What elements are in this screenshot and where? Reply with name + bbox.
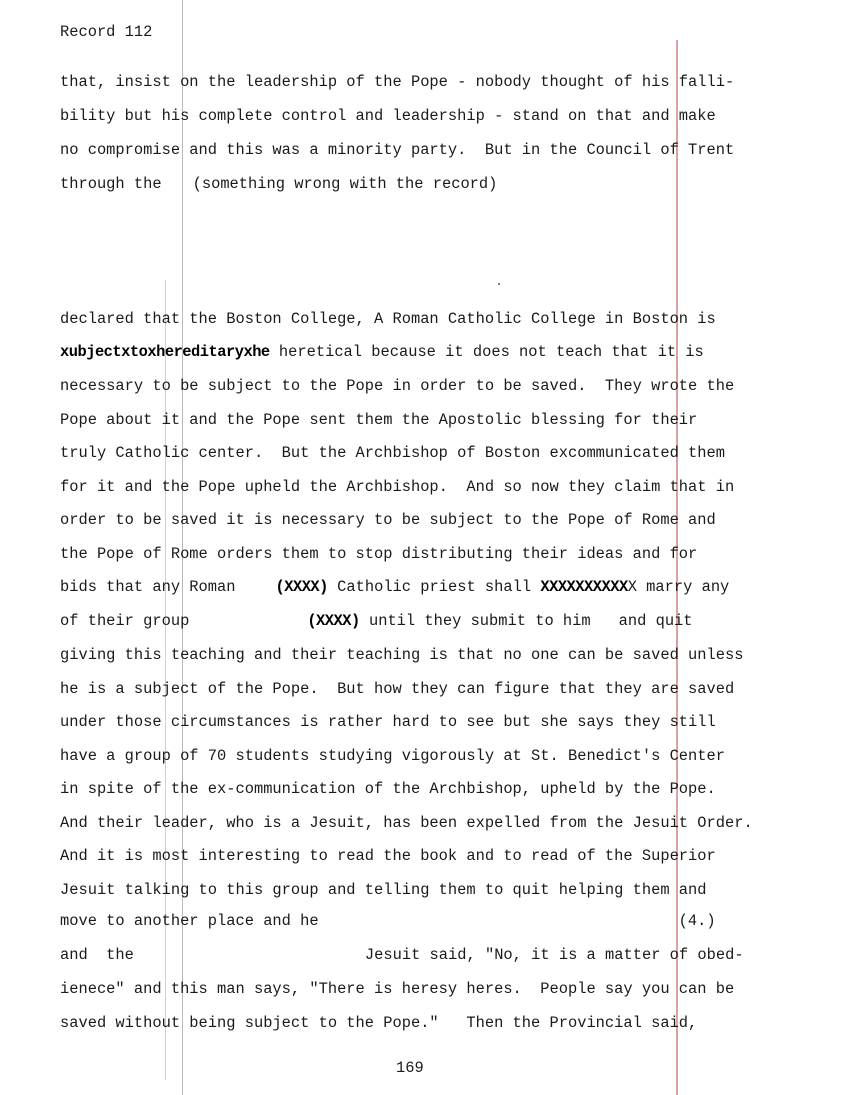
text-line: that, insist on the leadership of the Pope - nobody thought of his falli- xyxy=(60,73,735,91)
text-line: And their leader, who is a Jesuit, has been expelled from the Jesuit Order. xyxy=(60,814,753,832)
scan-speck xyxy=(498,283,500,285)
text-line: truly Catholic center. But the Archbishop of Boston excommunicated them xyxy=(60,444,725,462)
text-line: Pope about it and the Pope sent them the Apostolic blessing for their xyxy=(60,411,698,429)
text-line: Jesuit talking to this group and telling them to quit helping them and xyxy=(60,881,707,899)
record-label: Record 112 xyxy=(60,23,153,41)
text-line: ienece" and this man says, "There is heresy heres. People say you can be xyxy=(60,980,735,998)
text-line: declared that the Boston College, A Roman Catholic College in Boston is xyxy=(60,310,716,328)
text-line: he is a subject of the Pope. But how they can figure that they are saved xyxy=(60,680,735,698)
text-line xyxy=(60,911,716,931)
text-line: necessary to be subject to the Pope in order to be saved. They wrote the xyxy=(60,377,735,395)
text-line: in spite of the ex-communication of the Archbishop, upheld by the Pope. xyxy=(60,780,716,798)
text-line xyxy=(60,611,693,631)
text-line: bility but his complete control and leadership - stand on that and make xyxy=(60,107,716,125)
text-fragment: until they submit to him xyxy=(359,612,591,630)
text-fragment: and the xyxy=(60,946,134,964)
struck-text: (XXXX) xyxy=(307,612,360,630)
text-line: for it and the Pope upheld the Archbishop. And so now they claim that in xyxy=(60,478,735,496)
text-fragment: through the xyxy=(60,175,162,193)
text-fragment: Jesuit said, "No, it is a matter of obed- xyxy=(364,946,744,964)
editorial-note: (something wrong with the record) xyxy=(192,175,498,193)
text-fragment: heretical because it does not teach that it is xyxy=(269,343,704,361)
text-line: giving this teaching and their teaching is that no one can be saved unless xyxy=(60,646,744,664)
text-line xyxy=(60,342,704,362)
text-line: saved without being subject to the Pope." Then the Provincial said, xyxy=(60,1014,698,1032)
page-number: 169 xyxy=(396,1059,424,1077)
struck-text: (XXXX) xyxy=(275,578,328,596)
struck-text: XXXXXXXXXX xyxy=(540,578,628,596)
text-fragment: move to another place and he xyxy=(60,912,319,930)
right-vertical-rule xyxy=(676,40,678,1095)
text-line xyxy=(60,174,497,194)
text-fragment: of their group xyxy=(60,612,190,630)
text-line: the Pope of Rome orders them to stop distributing their ideas and for xyxy=(60,545,698,563)
text-line xyxy=(60,577,729,597)
text-line: have a group of 70 students studying vigorously at St. Benedict's Center xyxy=(60,747,725,765)
text-fragment: bids that any Roman xyxy=(60,578,236,596)
struck-text: xubjectxtoxhereditaryxhe xyxy=(60,343,270,361)
text-line xyxy=(60,945,744,965)
text-fragment: X marry any xyxy=(627,578,730,596)
text-line: no compromise and this was a minority party. But in the Council of Trent xyxy=(60,141,735,159)
text-line: under those circumstances is rather hard to see but she says they still xyxy=(60,713,716,731)
side-note: (4.) xyxy=(678,912,716,930)
text-fragment: and quit xyxy=(618,612,693,630)
text-line: And it is most interesting to read the book and to read of the Superior xyxy=(60,847,716,865)
text-fragment: Catholic priest shall xyxy=(327,578,541,596)
text-line: order to be saved it is necessary to be subject to the Pope of Rome and xyxy=(60,511,716,529)
